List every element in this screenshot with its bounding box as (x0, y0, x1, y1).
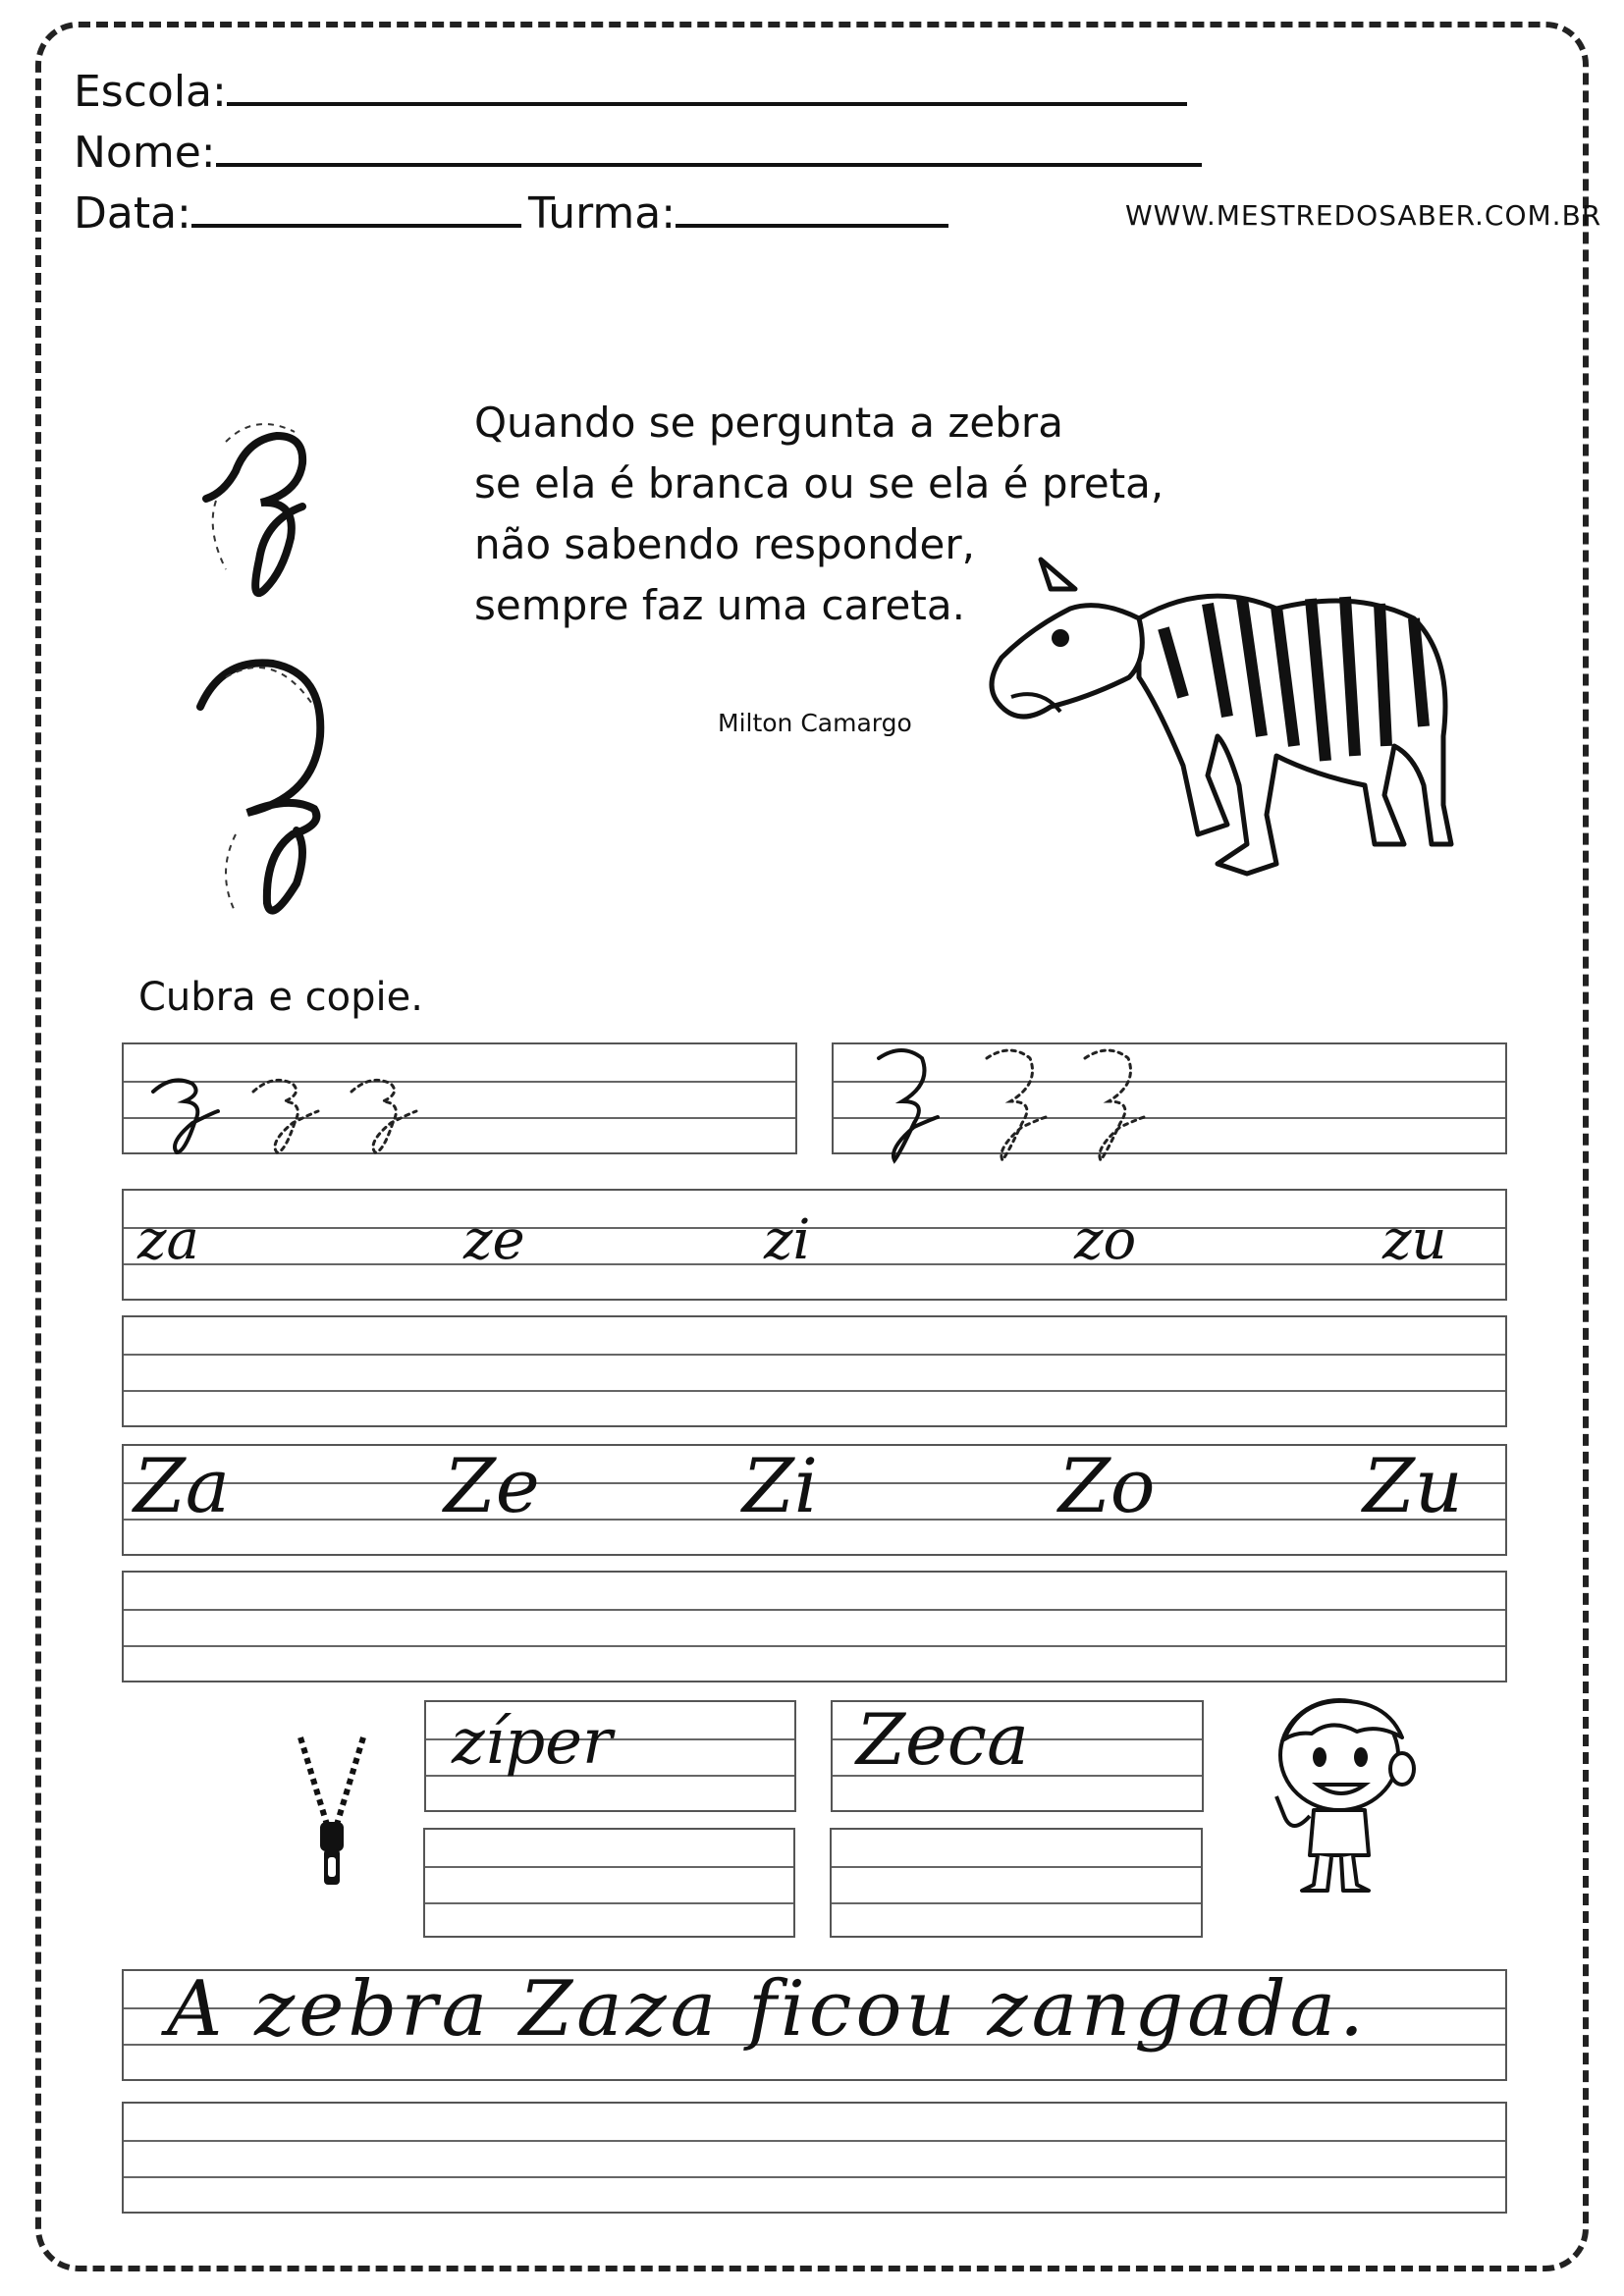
school-field[interactable] (74, 67, 1187, 117)
word-box-zeca (831, 1700, 1204, 1812)
syllable-Zu: Zu (1363, 1442, 1463, 1529)
class-label: Turma: (528, 188, 677, 239)
poem-line: sempre faz uma careta. (474, 581, 965, 629)
name-label: Nome: (74, 128, 216, 178)
name-field[interactable] (74, 128, 1202, 178)
class-field[interactable] (528, 188, 948, 239)
syllable-za: za (137, 1208, 199, 1272)
sentence-box (122, 1965, 1507, 2081)
capital-z-trace-row (834, 1044, 1509, 1156)
word-ziper: zíper (452, 1706, 613, 1779)
syllable-zi: zi (764, 1208, 811, 1272)
practice-box-capital-z[interactable] (832, 1042, 1507, 1154)
syllable-Zo: Zo (1058, 1442, 1156, 1529)
poem-author: Milton Camargo (718, 709, 912, 737)
date-label: Data: (74, 188, 191, 239)
syllables-lower-box (122, 1189, 1507, 1301)
date-field[interactable] (74, 188, 521, 239)
copy-lines-ziper[interactable] (423, 1828, 795, 1938)
copy-lines-sentence[interactable] (122, 2102, 1507, 2214)
syllable-Ze: Ze (444, 1442, 540, 1529)
zebra-illustration-icon (982, 550, 1463, 893)
syllable-zu: zu (1382, 1208, 1447, 1272)
boy-waving-icon (1263, 1688, 1430, 1904)
syllable-Zi: Zi (742, 1442, 819, 1529)
school-line[interactable] (227, 67, 1187, 106)
copy-lines-zeca[interactable] (830, 1828, 1203, 1938)
copy-lines-lower[interactable] (122, 1315, 1507, 1427)
copy-lines-upper[interactable] (122, 1571, 1507, 1682)
sentence-text: A zebra Zaza ficou zangada. (167, 1965, 1368, 2054)
practice-box-small-z[interactable] (122, 1042, 797, 1154)
poem-line: não sabendo responder, (474, 520, 976, 568)
website-url: WWW.MESTREDOSABER.COM.BR (1125, 199, 1602, 232)
syllable-ze: ze (463, 1208, 525, 1272)
school-label: Escola: (74, 67, 227, 117)
syllable-zo: zo (1074, 1208, 1137, 1272)
word-zeca: Zeca (856, 1698, 1029, 1781)
syllables-upper-box (122, 1444, 1507, 1556)
z-trace-row (124, 1044, 799, 1156)
date-line[interactable] (191, 188, 521, 228)
name-line[interactable] (216, 128, 1202, 167)
poem-line: Quando se pergunta a zebra (474, 399, 1063, 447)
cursive-z-stroke-guide-icon (187, 412, 363, 923)
class-line[interactable] (676, 188, 948, 228)
zipper-icon (293, 1734, 371, 1891)
poem-line: se ela é branca ou se ela é preta, (474, 459, 1164, 507)
word-box-ziper (424, 1700, 796, 1812)
syllable-Za: Za (134, 1442, 231, 1529)
instruction-text: Cubra e copie. (138, 975, 423, 1020)
